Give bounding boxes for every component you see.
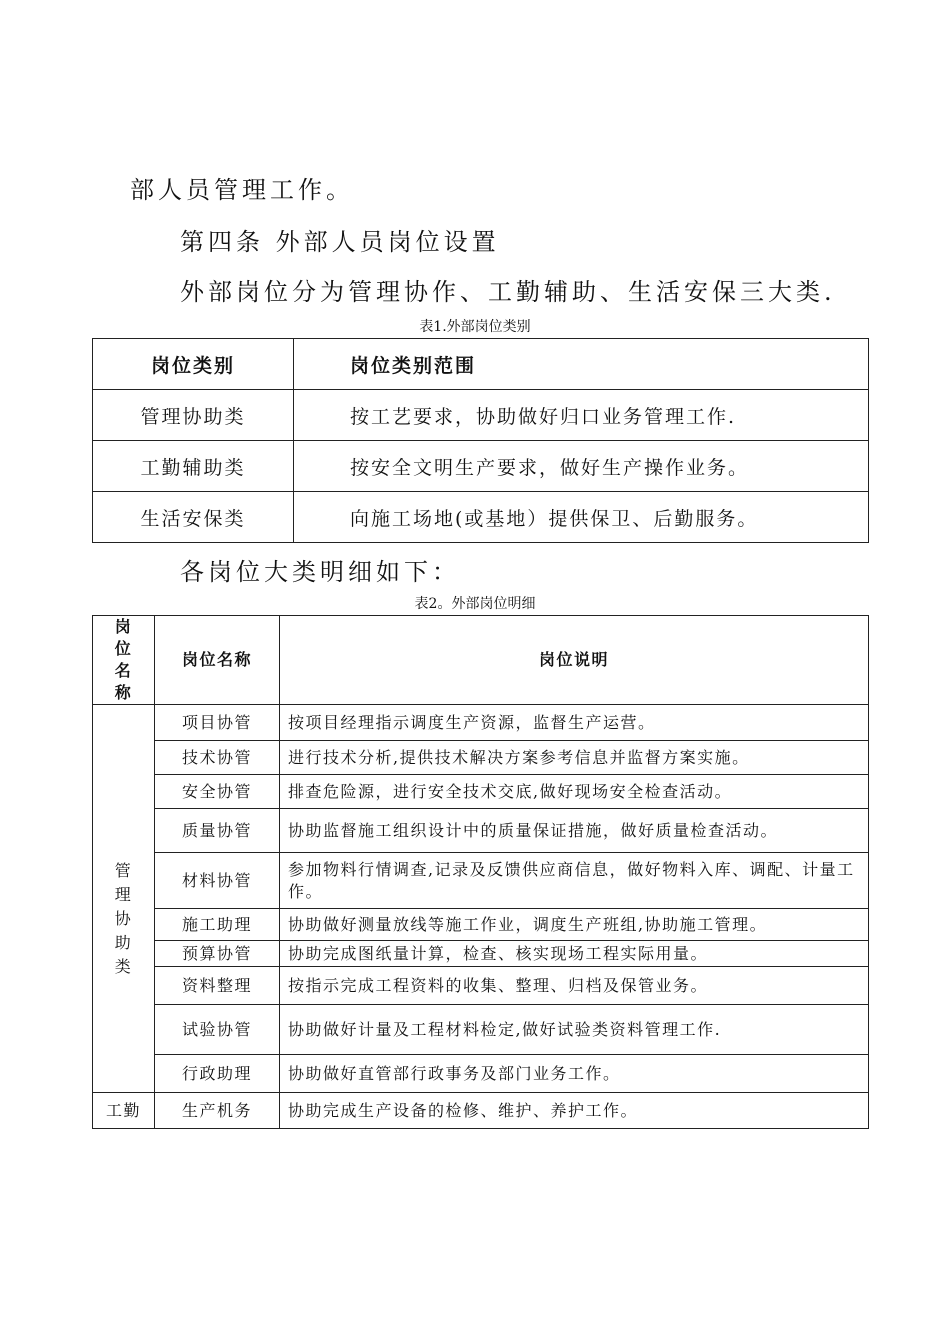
table-row (93, 941, 869, 967)
table-row (93, 1055, 869, 1093)
position-name: 资料整理 (155, 967, 280, 1005)
category-cell: 生活安保类 (93, 492, 294, 543)
position-description: 协助做好测量放线等施工作业，调度生产班组,协助施工管理。 (280, 909, 869, 941)
scope-cell: 向施工场地(或基地）提供保卫、后勤服务。 (294, 492, 869, 543)
table-row (93, 1005, 869, 1055)
header-category: 岗位类别 (93, 339, 294, 390)
table-row (93, 967, 869, 1005)
table-position-details (92, 615, 869, 1129)
position-description: 协助监督施工组织设计中的质量保证措施，做好质量检查活动。 (280, 809, 869, 853)
position-name: 施工助理 (155, 909, 280, 941)
group-cell-service: 工勤 (93, 1093, 155, 1129)
scope-cell: 按安全文明生产要求，做好生产操作业务。 (294, 441, 869, 492)
position-description: 排查危险源，进行安全技术交底,做好现场安全检查活动。 (280, 775, 869, 809)
position-description: 参加物料行情调查,记录及反馈供应商信息，做好物料入库、调配、计量工作。 (280, 853, 869, 909)
position-name: 质量协管 (155, 809, 280, 853)
paragraph-continuation: 部人员管理工作。 (130, 176, 354, 204)
position-description: 按指示完成工程资料的收集、整理、归档及保管业务。 (280, 967, 869, 1005)
position-name: 生产机务 (155, 1093, 280, 1129)
header-group: 岗位名称 (93, 616, 155, 705)
position-description: 协助做好直管部行政事务及部门业务工作。 (280, 1055, 869, 1093)
paragraph-details-intro: 各岗位大类明细如下： (180, 558, 460, 586)
table-header-row (93, 616, 869, 705)
position-name: 安全协管 (155, 775, 280, 809)
position-name: 预算协管 (155, 941, 280, 967)
position-description: 协助做好计量及工程材料检定,做好试验类资料管理工作. (280, 1005, 869, 1055)
category-cell: 管理协助类 (93, 390, 294, 441)
position-name: 材料协管 (155, 853, 280, 909)
header-name: 岗位名称 (155, 616, 280, 705)
table-row (93, 492, 869, 543)
table-header-row (93, 339, 869, 390)
table-position-categories (92, 338, 869, 543)
table-row (93, 390, 869, 441)
table-row (93, 705, 869, 741)
table-row (93, 1093, 869, 1129)
position-name: 技术协管 (155, 741, 280, 775)
position-name: 行政助理 (155, 1055, 280, 1093)
position-description: 按项目经理指示调度生产资源，监督生产运营。 (280, 705, 869, 741)
position-description: 进行技术分析,提供技术解决方案参考信息并监督方案实施。 (280, 741, 869, 775)
header-scope: 岗位类别范围 (294, 339, 869, 390)
table1-caption: 表1.外部岗位类别 (419, 319, 531, 335)
position-name: 试验协管 (155, 1005, 280, 1055)
paragraph-categories: 外部岗位分为管理协作、工勤辅助、生活安保三大类. (180, 278, 836, 306)
scope-cell: 按工艺要求，协助做好归口业务管理工作. (294, 390, 869, 441)
group-cell-management: 管理协助类 (93, 705, 155, 1093)
header-description: 岗位说明 (280, 616, 869, 705)
table-row (93, 441, 869, 492)
position-description: 协助完成生产设备的检修、维护、养护工作。 (280, 1093, 869, 1129)
table-row (93, 775, 869, 809)
category-cell: 工勤辅助类 (93, 441, 294, 492)
position-name: 项目协管 (155, 705, 280, 741)
table-row (93, 909, 869, 941)
table2-caption: 表2。外部岗位明细 (414, 596, 536, 612)
article-heading: 第四条 外部人员岗位设置 (180, 228, 500, 256)
table-row (93, 853, 869, 909)
table-row (93, 809, 869, 853)
table-row (93, 741, 869, 775)
position-description: 协助完成图纸量计算，检查、核实现场工程实际用量。 (280, 941, 869, 967)
